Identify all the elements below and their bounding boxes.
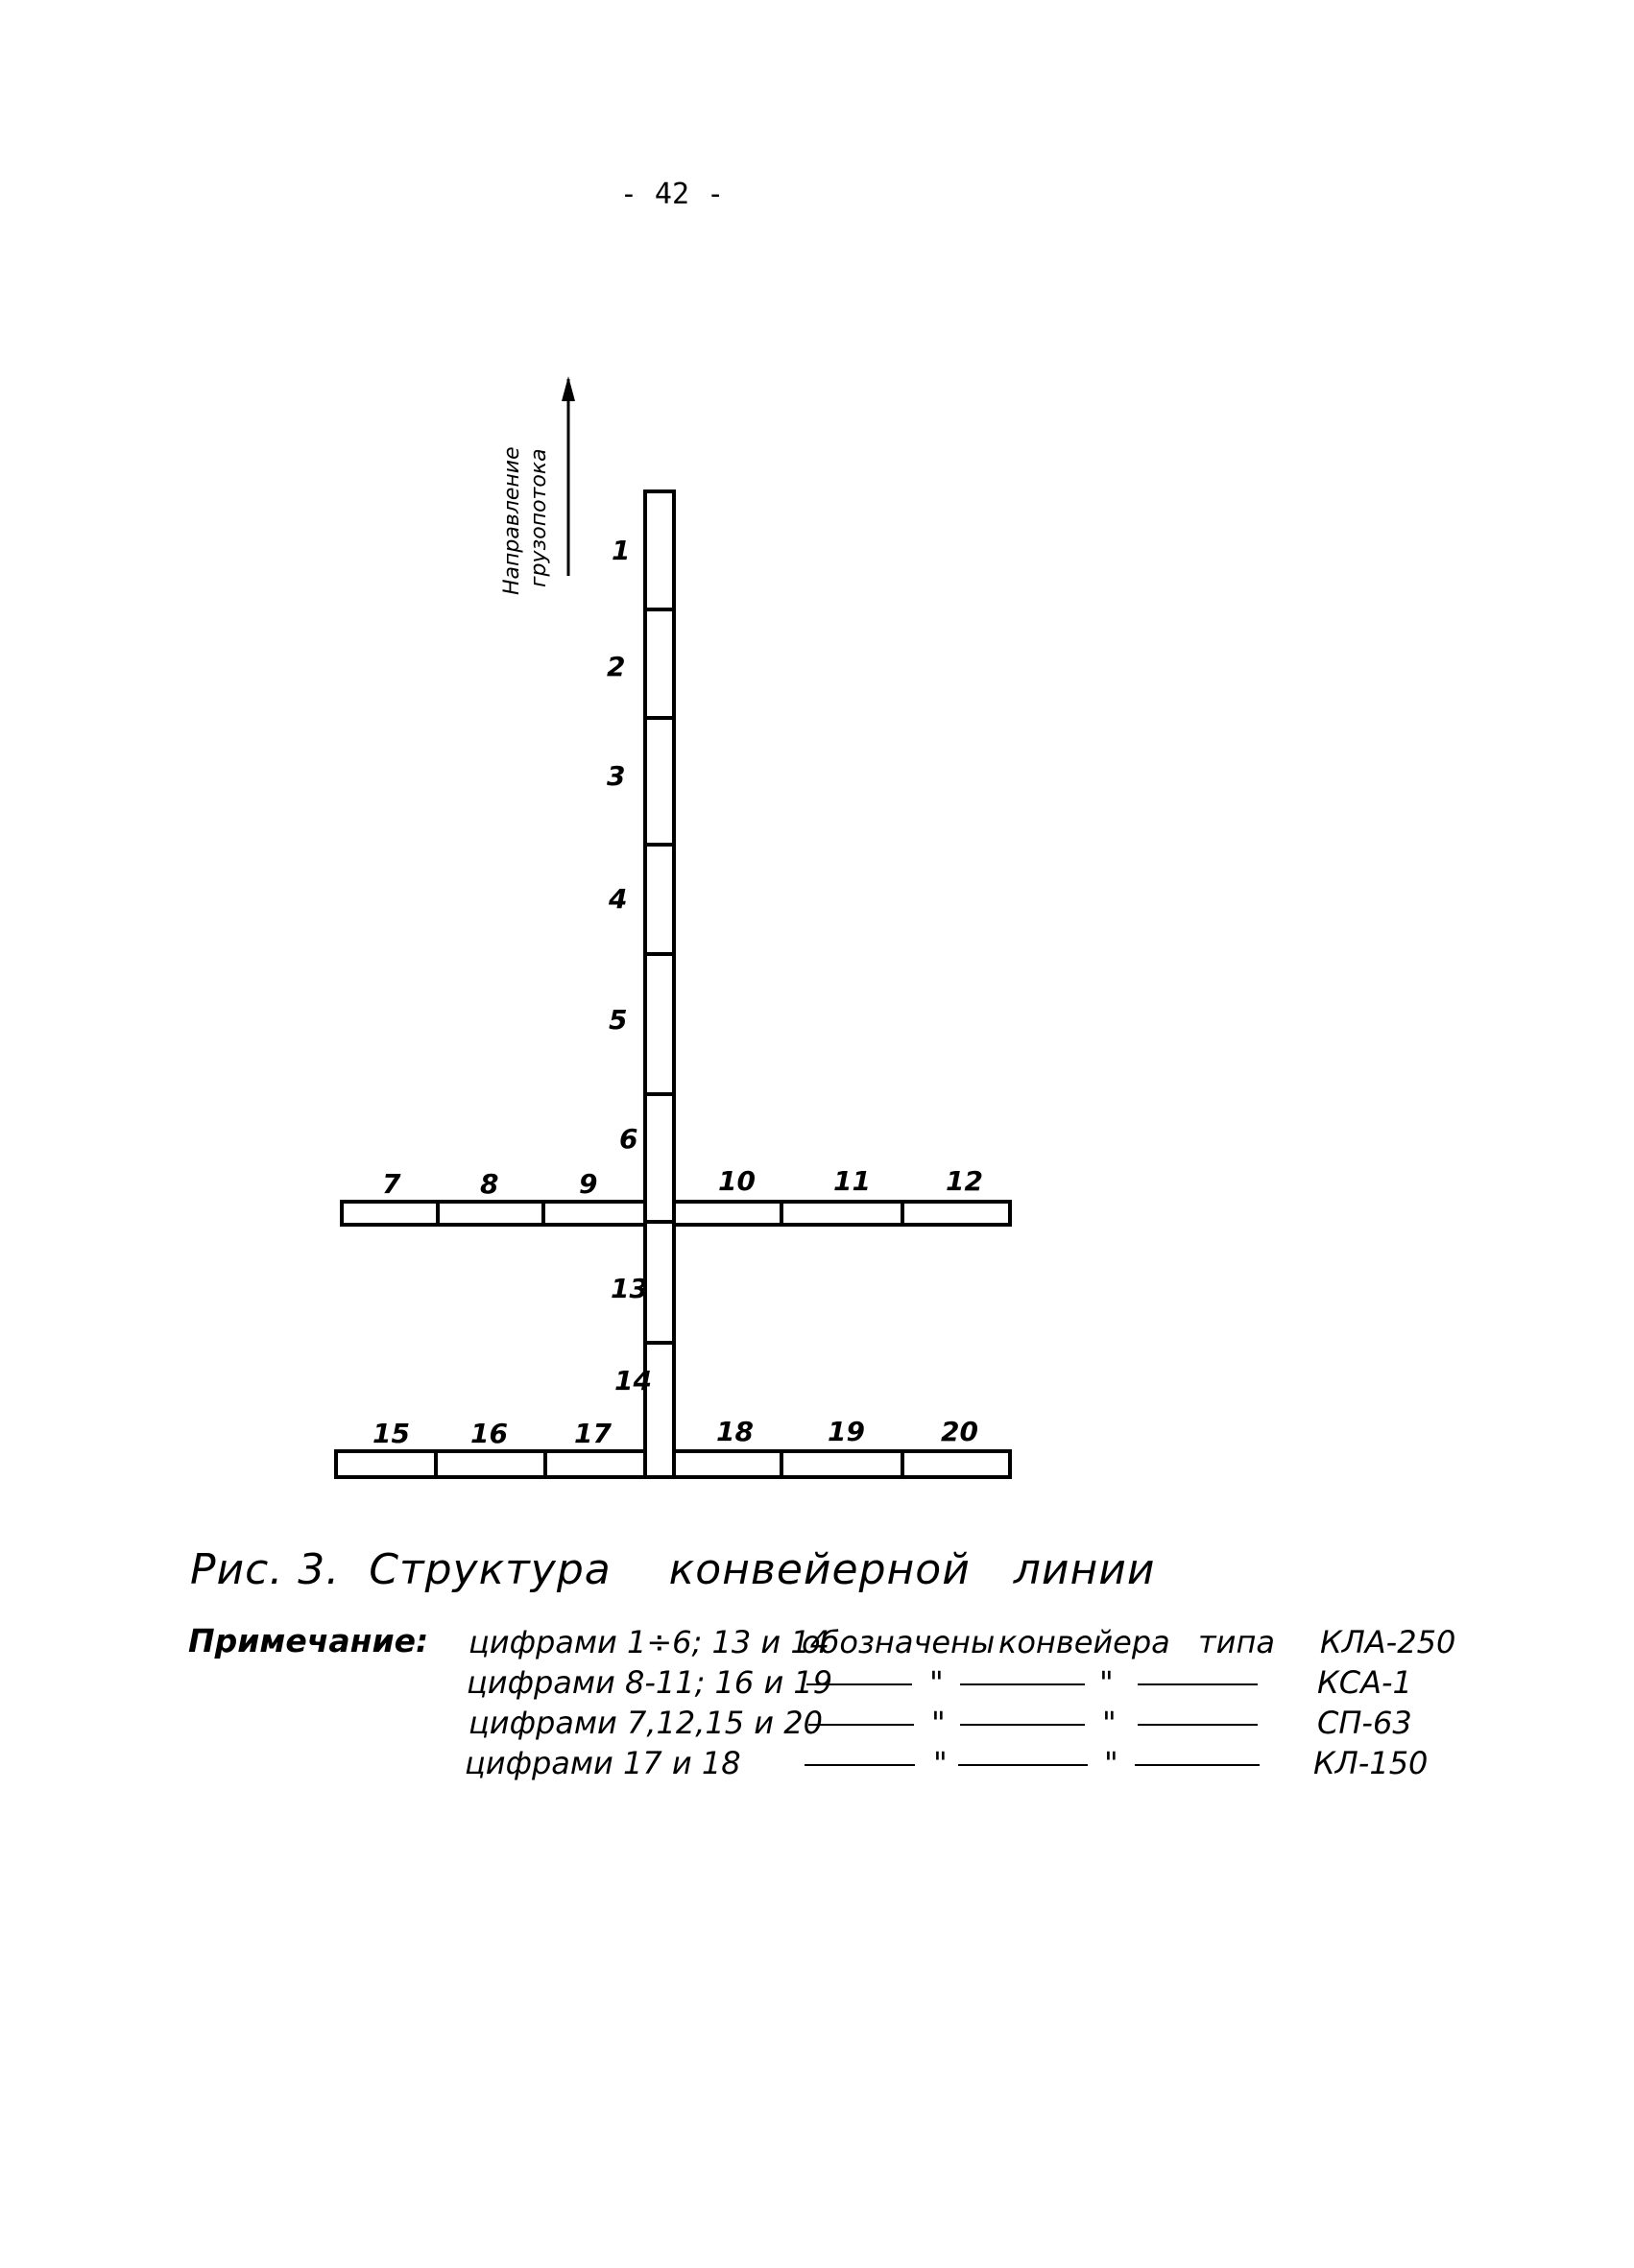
note-row-2 [0,1664,1634,1703]
conveyor-segment-12 [902,1202,1010,1225]
conveyor-segment-15 [336,1451,436,1477]
conveyor-segment-19 [781,1451,902,1477]
note-label: Примечание: [188,1622,429,1659]
conveyor-segment-2 [645,609,674,718]
conveyor-segment-3 [645,718,674,845]
flow-direction-arrow [562,376,575,576]
segment-label-14: 14 [614,1365,652,1397]
segment-label-13: 13 [611,1273,648,1304]
segment-label-10: 10 [718,1165,756,1197]
conveyor-segment-17 [545,1451,645,1477]
note-row-3-type: СП-63 [1317,1705,1412,1741]
ditto-line [806,1683,912,1685]
note-row-2-ditto2: " [1099,1664,1114,1701]
page-number: - 42 - [619,178,725,211]
conveyor-segment-5 [645,954,674,1094]
conveyor-segment-16 [436,1451,545,1477]
conveyor-segment-6 [645,1094,674,1222]
direction-label-line2: грузопотока [527,448,551,587]
segment-label-7: 7 [382,1168,401,1200]
note-row-1-verb: обозначены [802,1624,996,1660]
conveyor-segment-11 [781,1202,902,1225]
conveyor-segment-14 [645,1343,674,1477]
segment-label-3: 3 [607,760,626,792]
segment-label-17: 17 [574,1418,612,1449]
note-row-4-ditto2: " [1104,1745,1118,1781]
note-row-4-type: КЛ-150 [1313,1745,1429,1781]
note-row-4-digits: цифрами 17 и 18 [465,1745,741,1781]
conveyor-segment-9 [543,1202,645,1225]
segment-label-2: 2 [607,651,626,682]
ditto-line [958,1764,1088,1766]
conveyor-segment-18 [674,1451,781,1477]
segment-label-15: 15 [372,1418,410,1449]
segment-label-6: 6 [619,1123,638,1155]
note-row-3-digits: цифрами 7,12,15 и 20 [469,1705,823,1741]
conveyor-segment-1 [645,491,674,609]
segment-label-8: 8 [480,1168,499,1200]
note-row-3 [0,1705,1634,1743]
note-row-1-digits: цифрами 1÷6; 13 и 14 [469,1624,830,1660]
conveyor-segment-13 [645,1222,674,1343]
note-row-1-type: КЛА-250 [1320,1624,1456,1660]
segment-label-4: 4 [609,883,628,915]
conveyor-segment-7 [342,1202,438,1225]
segment-label-18: 18 [716,1416,754,1447]
note-row-4-ditto1: " [933,1745,948,1781]
conveyor-segment-10 [674,1202,781,1225]
direction-label-line1: Направление [500,446,524,595]
segment-label-9: 9 [579,1168,598,1200]
segment-label-16: 16 [470,1418,508,1449]
segment-label-1: 1 [612,535,631,566]
ditto-line [805,1764,915,1766]
segment-label-12: 12 [946,1165,983,1197]
ditto-line [1138,1724,1258,1726]
figure-caption: Рис. 3. Структура конвейерной линии [190,1545,1156,1594]
ditto-line [960,1724,1085,1726]
note-row-1 [0,1624,1634,1662]
conveyor-segment-4 [645,845,674,954]
note-row-2-digits: цифрами 8-11; 16 и 19 [467,1664,833,1701]
ditto-line [808,1724,914,1726]
ditto-line [1138,1683,1258,1685]
note-row-1-kind: типа [1198,1624,1275,1660]
segment-label-20: 20 [941,1416,978,1447]
note-row-4 [0,1745,1634,1783]
segment-label-11: 11 [833,1165,871,1197]
note-row-2-type: КСА-1 [1317,1664,1412,1701]
note-row-2-ditto1: " [929,1664,944,1701]
conveyor-segment-20 [902,1451,1010,1477]
note-row-1-what: конвейера [998,1624,1170,1660]
note-row-3-ditto2: " [1102,1705,1117,1741]
segment-label-5: 5 [609,1004,628,1036]
conveyor-segment-8 [438,1202,543,1225]
ditto-line [1135,1764,1260,1766]
ditto-line [960,1683,1085,1685]
note-row-3-ditto1: " [931,1705,946,1741]
segment-label-19: 19 [828,1416,865,1447]
